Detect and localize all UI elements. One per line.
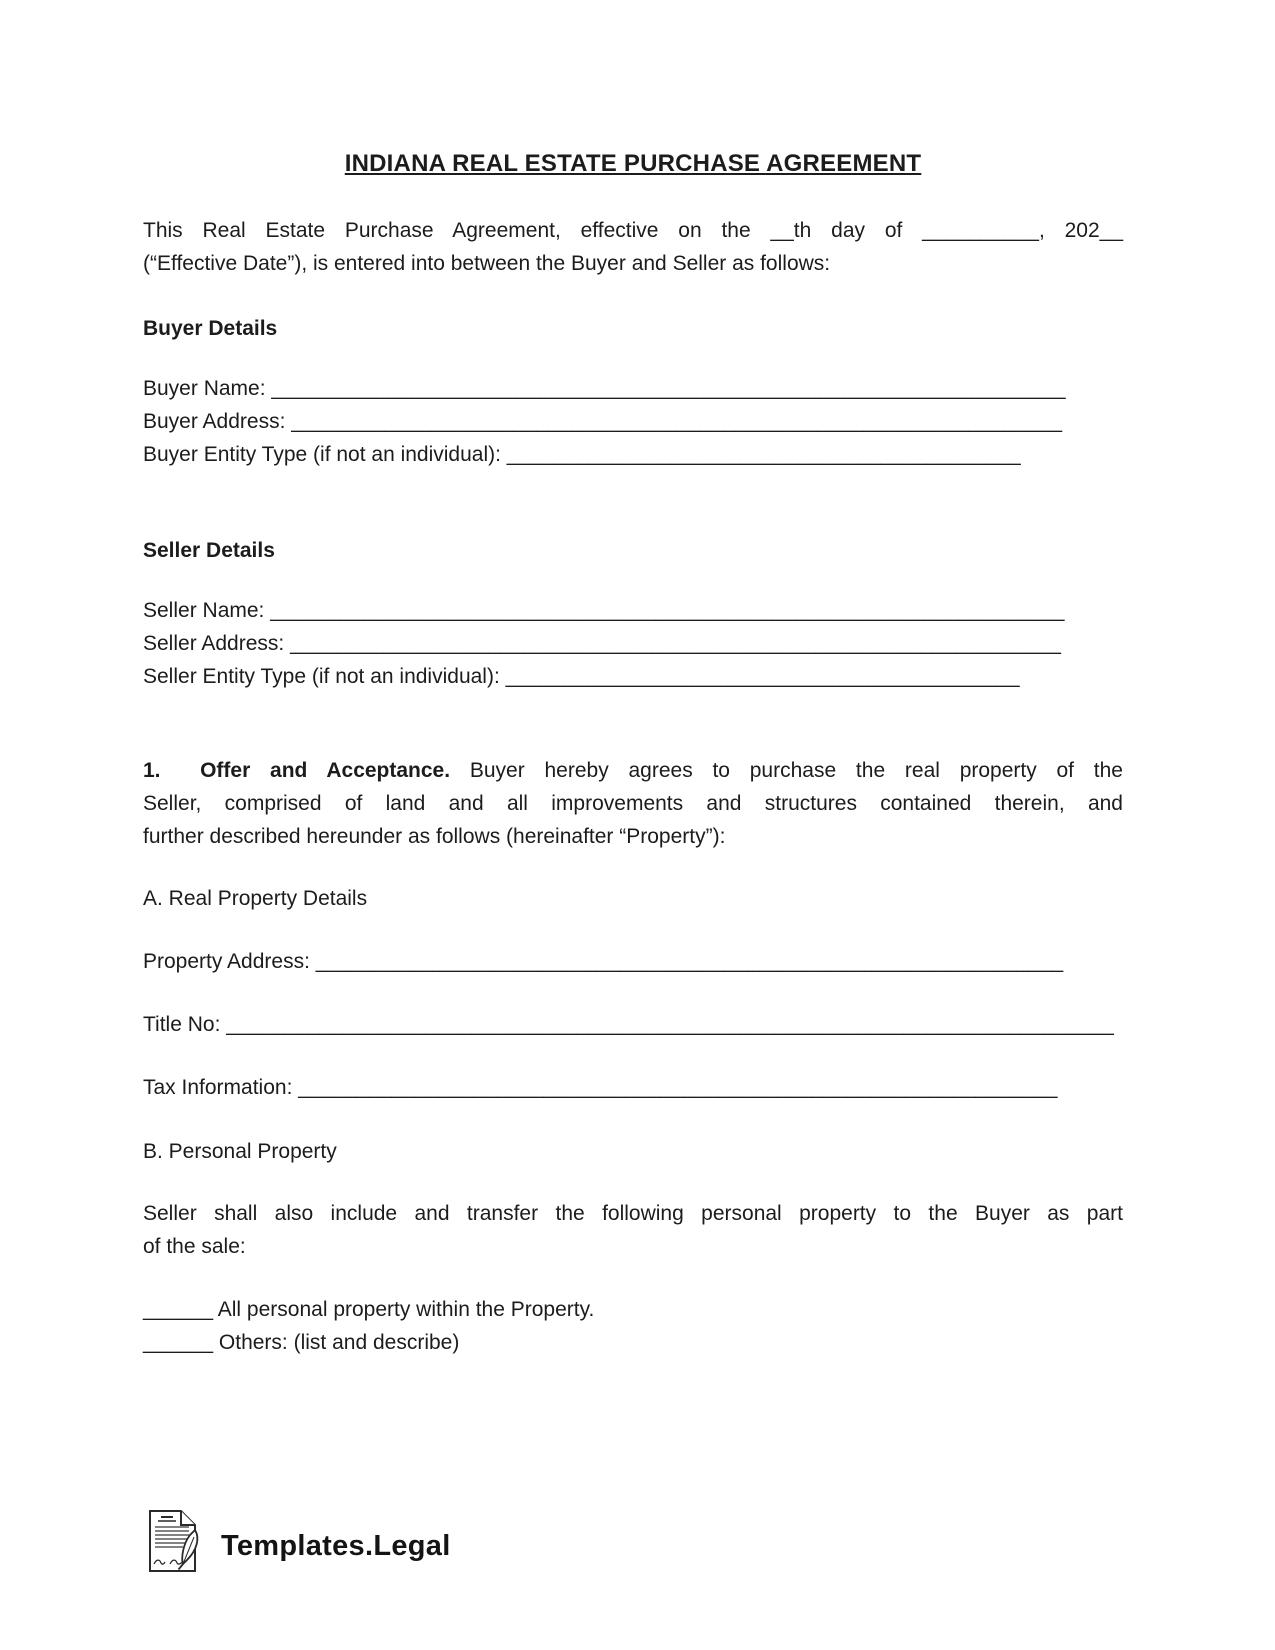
section-1-line-1	[143, 754, 1123, 787]
section-1-line-3: further described hereunder as follows (hereinafter “Property”):	[143, 825, 726, 848]
document-title: INDIANA REAL ESTATE PURCHASE AGREEMENT	[344, 150, 922, 177]
section-1-heading: 1. Offer and Acceptance.	[143, 759, 451, 782]
buyer-details-block	[143, 372, 1123, 471]
seller-entity-type-line: Seller Entity Type (if not an individual): ____________________________________________	[143, 665, 1020, 688]
document-pen-icon	[143, 1508, 201, 1584]
seller-details-heading: Seller Details	[143, 539, 275, 562]
buyer-address-line: Buyer Address: __________________________________________________________________	[143, 410, 1063, 433]
seller-address-line: Seller Address: __________________________________________________________________	[143, 632, 1061, 655]
personal-property-heading: B. Personal Property	[143, 1140, 337, 1163]
buyer-name-line: Buyer Name: ____________________________________________________________________	[143, 377, 1066, 400]
section-1-offer-and-acceptance	[143, 754, 1123, 853]
brand-name: Templates.Legal	[221, 1529, 451, 1562]
seller-details-block	[143, 594, 1123, 693]
personal-property-line-1: Seller shall also include and transfer the following personal property to the Buyer as part	[143, 1202, 1123, 1225]
section-1-line-1-text: Buyer hereby agrees to purchase the real property of the	[450, 759, 1123, 782]
buyer-details-heading: Buyer Details	[143, 317, 278, 340]
buyer-entity-type-line: Buyer Entity Type (if not an individual): ____________________________________________	[143, 443, 1021, 466]
title-no-line: Title No: ____________________________________________________________________________	[143, 1013, 1114, 1036]
intro-paragraph	[143, 214, 1123, 280]
option-all-personal-property: ______ All personal property within the Property.	[143, 1298, 595, 1321]
property-address-line: Property Address: ________________________________________________________________	[143, 950, 1064, 973]
seller-name-line: Seller Name: ____________________________________________________________________	[143, 599, 1065, 622]
real-property-details-heading: A. Real Property Details	[143, 887, 368, 910]
intro-line-2: (“Effective Date”), is entered into between the Buyer and Seller as follows:	[143, 252, 831, 275]
personal-property-paragraph	[143, 1197, 1123, 1263]
section-1-line-2: Seller, comprised of land and all improvements and structures contained therein, and	[143, 792, 1123, 815]
option-others: ______ Others: (list and describe)	[143, 1331, 460, 1354]
tax-information-line: Tax Information: _________________________________________________________________	[143, 1076, 1058, 1099]
personal-property-line-2: of the sale:	[143, 1235, 246, 1258]
brand-logo	[143, 1508, 1123, 1584]
personal-property-options	[143, 1293, 1123, 1359]
intro-line-1: This Real Estate Purchase Agreement, effective on the __th day of __________, 202__	[143, 219, 1123, 242]
